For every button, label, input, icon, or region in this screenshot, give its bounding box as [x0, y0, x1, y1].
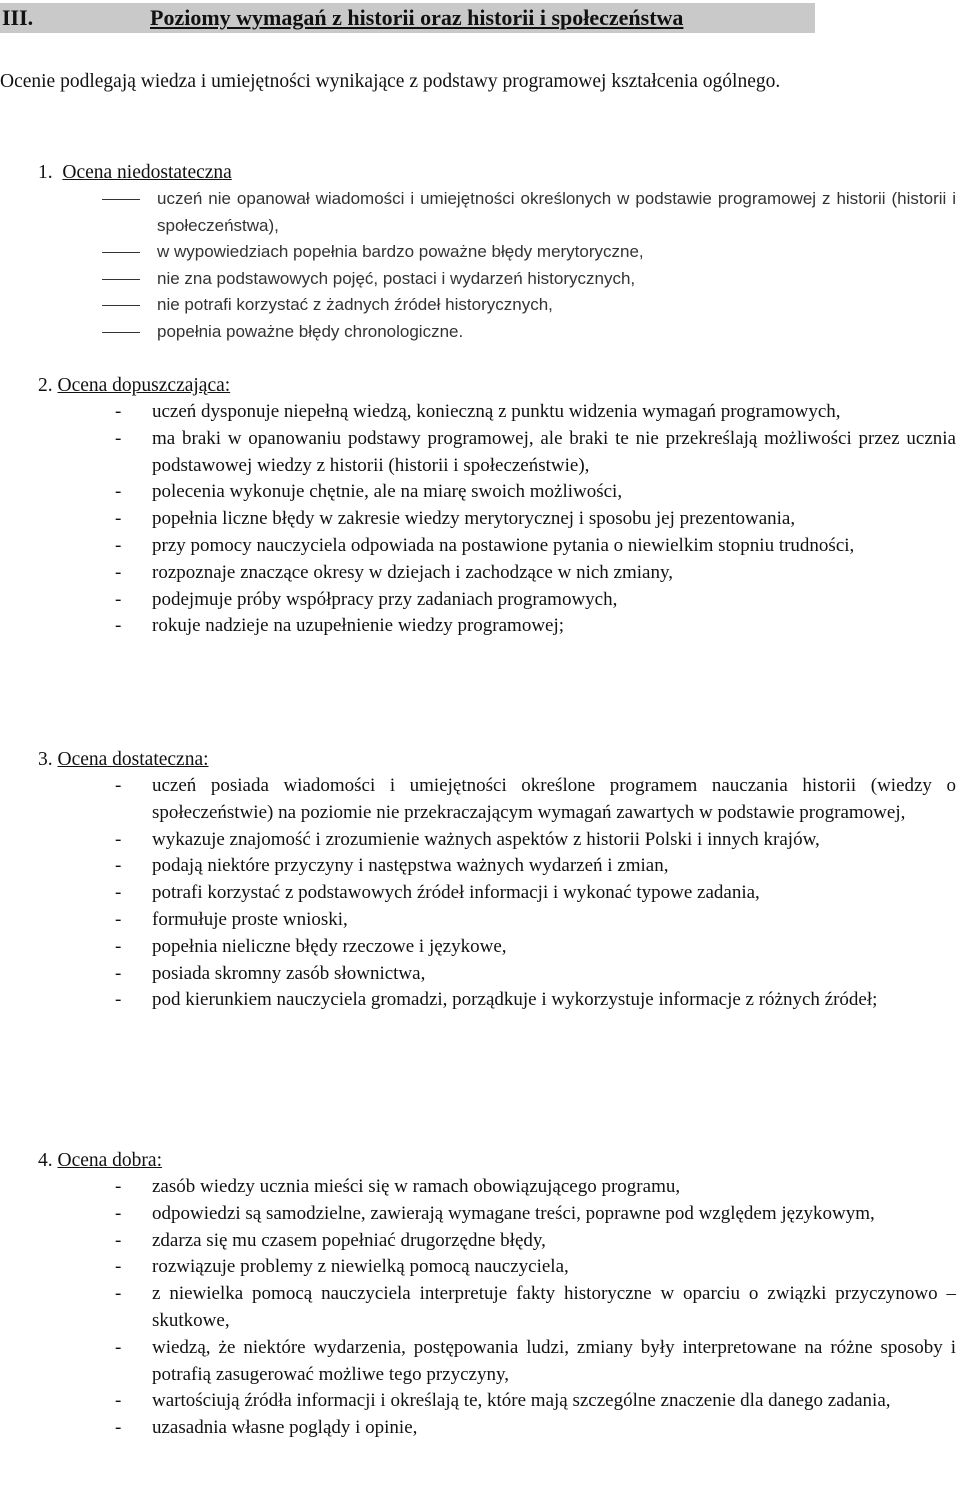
- list-item: - formułuje proste wnioski,: [115, 908, 348, 930]
- requirements-list: [0, 186, 960, 345]
- section-title: Ocena dostateczna:: [57, 749, 209, 770]
- section-title: Ocena dopuszczająca:: [57, 375, 231, 396]
- list-item: nie potrafi korzystać z żadnych źródeł historycznych,: [0, 292, 960, 319]
- chapter-heading: [0, 3, 815, 33]
- chapter-title: Poziomy wymagań z historii oraz historii i społeczeństwa: [150, 5, 684, 30]
- section-number: 4.: [38, 1150, 53, 1171]
- section-heading: [38, 747, 209, 773]
- requirements-list: [0, 399, 960, 640]
- requirements-list: [0, 1174, 960, 1442]
- dash-bullet: [102, 279, 140, 280]
- dash-bullet: [102, 332, 140, 333]
- list-item: popełnia poważne błędy chronologiczne.: [0, 319, 960, 346]
- list-item: - popełnia liczne błędy w zakresie wiedzy merytorycznej i sposobu jej prezentowania,: [115, 508, 796, 530]
- list-item: nie zna podstawowych pojęć, postaci i wydarzeń historycznych,: [0, 266, 960, 293]
- list-item: uczeń nie opanował wiadomości i umiejętności określonych w podstawie programowej z historii (historii i społeczeństwa),: [0, 186, 960, 239]
- section-heading: [38, 373, 230, 399]
- list-item: - podają niektóre przyczyny i następstwa ważnych wydarzeń i zmian,: [115, 855, 669, 877]
- list-item: - rozpoznaje znaczące okresy w dziejach i zachodzące w nich zmiany,: [115, 561, 673, 583]
- list-item: - z niewielka pomocą nauczyciela interpretuje fakty historyczne w oparciu o związki przyczynowo – skutkowe,: [115, 1283, 956, 1331]
- list-item: - zasób wiedzy ucznia mieści się w ramach obowiązującego programu,: [115, 1176, 681, 1197]
- list-item: - uzasadnia własne poglądy i opinie,: [115, 1417, 418, 1439]
- dash-bullet: [102, 305, 140, 306]
- intro-paragraph: Ocenie podlegają wiedza i umiejętności wynikające z podstawy programowej kształcenia ogólnego.: [0, 71, 781, 92]
- section-number: 1.: [38, 162, 53, 183]
- dash-bullet: [102, 199, 140, 200]
- dash-bullet: [102, 252, 140, 253]
- section-number: 2.: [38, 375, 53, 396]
- chapter-number: III.: [2, 5, 34, 30]
- list-item: - pod kierunkiem nauczyciela gromadzi, porządkuje i wykorzystuje informacje z różnych źródeł;: [115, 989, 878, 1011]
- list-item: - ma braki w opanowaniu podstawy programowej, ale braki te nie przekreślają możliwości przez ucznia podstawowej wiedzy z historii (historii i społeczeństwie),: [115, 427, 956, 476]
- list-item: - popełnia nieliczne błędy rzeczowe i językowe,: [115, 935, 507, 957]
- section-heading: [38, 160, 232, 186]
- list-item: - wartościują źródła informacji i określają te, które mają szczególne znaczenie dla danego zadania,: [115, 1390, 891, 1412]
- list-item: - uczeń posiada wiadomości i umiejętności określone programem nauczania historii (wiedzy o społeczeństwie) na poziomie nie przekraczającym wymagań zawartych w podstawie programowej,: [115, 775, 956, 823]
- list-item: - przy pomocy nauczyciela odpowiada na postawione pytania o niewielkim stopniu trudności,: [115, 534, 855, 556]
- section-title: Ocena dobra:: [57, 1150, 162, 1171]
- list-item: - wiedzą, że niektóre wydarzenia, postępowania ludzi, zmiany były interpretowane na różne sposoby i potrafią zasugerować możliwe tego przyczyny,: [115, 1336, 956, 1385]
- list-item: - potrafi korzystać z podstawowych źródeł informacji i wykonać typowe zadania,: [115, 882, 760, 904]
- section-title: Ocena niedostateczna: [62, 162, 232, 183]
- list-item: - zdarza się mu czasem popełniać drugorzędne błędy,: [115, 1229, 546, 1251]
- list-item: - rozwiązuje problemy z niewielką pomocą nauczyciela,: [115, 1256, 569, 1278]
- list-item: - wykazuje znajomość i zrozumienie ważnych aspektów z historii Polski i innych krajów,: [115, 828, 820, 850]
- list-item: - uczeń dysponuje niepełną wiedzą, konieczną z punktu widzenia wymagań programowych,: [115, 401, 841, 422]
- list-item: - rokuje nadzieje na uzupełnienie wiedzy programowej;: [115, 615, 565, 637]
- list-item: - podejmuje próby współpracy przy zadaniach programowych,: [115, 588, 618, 610]
- list-item: - posiada skromny zasób słownictwa,: [115, 962, 426, 984]
- list-item: - odpowiedzi są samodzielne, zawierają wymagane treści, poprawne pod względem językowym,: [115, 1202, 875, 1224]
- list-item: - polecenia wykonuje chętnie, ale na miarę swoich możliwości,: [115, 481, 623, 503]
- list-item: w wypowiedziach popełnia bardzo poważne błędy merytoryczne,: [0, 239, 960, 266]
- section-number: 3.: [38, 749, 53, 770]
- requirements-list: [0, 773, 960, 1014]
- section-heading: [38, 1148, 162, 1174]
